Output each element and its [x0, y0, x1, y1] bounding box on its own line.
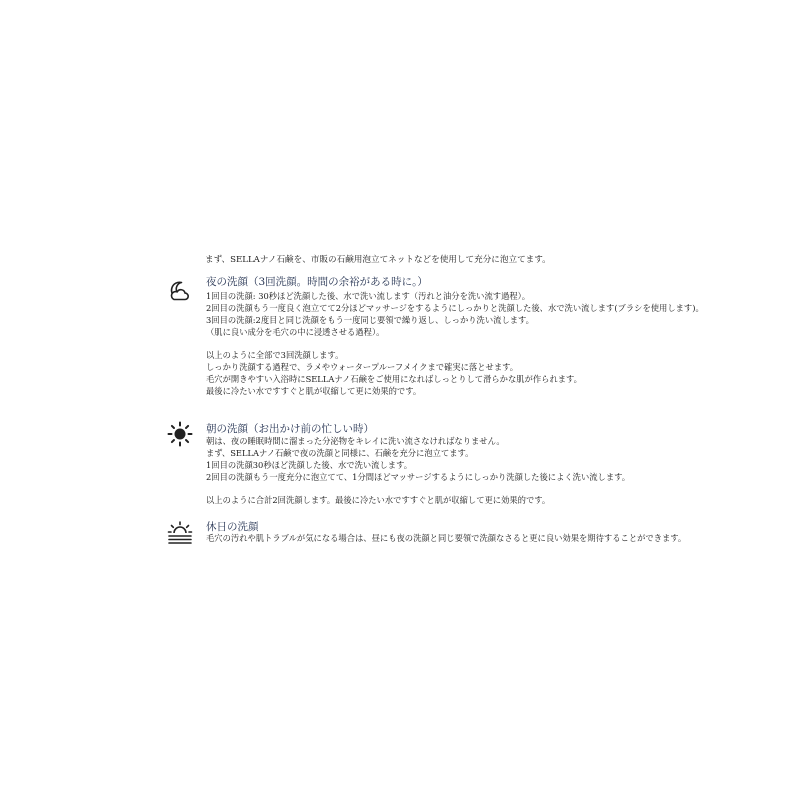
- holiday-wash-body: [206, 533, 686, 545]
- text-line: 3回目の洗顔:2度目と同じ洗顔をもう一度同じ要領で繰り返し、しっかり洗い流します。: [206, 314, 534, 325]
- text-line: 朝は、夜の睡眠時間に溜まった分泌物をキレイに洗い流さなければなりません。: [206, 436, 505, 446]
- text-line: 2回目の洗顔もう一度充分に泡立てて、1分間ほどマッサージするようにしっかり洗顔した後によく洗い流します。: [206, 471, 631, 482]
- text-line: 以上のように合計2回洗顔します。最後に冷たい水ですすぐと肌が収縮して更に効果的です。: [206, 495, 551, 506]
- blank-line: [206, 484, 630, 496]
- night-wash-title: 夜の洗顔（3回洗顔。時間の余裕がある時に。）: [206, 276, 428, 288]
- text-line: 最後に冷たい水ですすぐと肌が収縮して更に効果的です。: [206, 386, 422, 397]
- holiday-wash-title: 休日の洗顔: [206, 521, 259, 533]
- blank-line: [206, 339, 704, 351]
- text-line: （肌に良い成分を毛穴の中に浸透させる過程）。: [206, 326, 385, 337]
- morning-wash-body: [206, 436, 630, 507]
- moon-cloud-icon: [166, 277, 194, 305]
- text-line: 以上のように全部で3回洗顔します。: [206, 350, 344, 361]
- text-line: 毛穴の汚れや肌トラブルが気になる場合は、昼にも夜の洗顔と同じ要領で洗顔なさると更に良い効果を期待することができます。: [206, 533, 687, 543]
- sunrise-icon: [166, 519, 194, 547]
- text-line: 2回目の洗顔もう一度良く泡立てて2分ほどマッサージをするようにしっかりと洗顔した後、水で洗い流します(ブラシを使用します)。: [206, 302, 704, 313]
- intro-text: まず、SELLAナノ石鹸を、市販の石鹸用泡立てネットなどを使用して充分に泡立てます。: [205, 255, 551, 265]
- text-line: まず、SELLAナノ石鹸で夜の洗顔と同様に、石鹸を充分に泡立てます。: [206, 447, 474, 458]
- text-line: 1回目の洗顔30秒ほど洗顔した後、水で洗い流します。: [206, 459, 413, 470]
- text-line: 1回目の洗顔: 30秒ほど洗顔した後、水で洗い流します（汚れと油分を洗い流す過程）。: [206, 291, 531, 301]
- morning-wash-title: 朝の洗顔（お出かけ前の忙しい時）: [206, 423, 374, 435]
- text-line: しっかり洗顔する過程で、ラメやウォータープルーフメイクまで確実に落とせます。: [206, 362, 519, 373]
- sun-icon: [166, 420, 194, 448]
- night-wash-body: [206, 291, 704, 398]
- text-line: 毛穴が開きやすい入浴時にSELLAナノ石鹸をご使用になればしっとりして滑らかな肌が作られます。: [206, 374, 582, 385]
